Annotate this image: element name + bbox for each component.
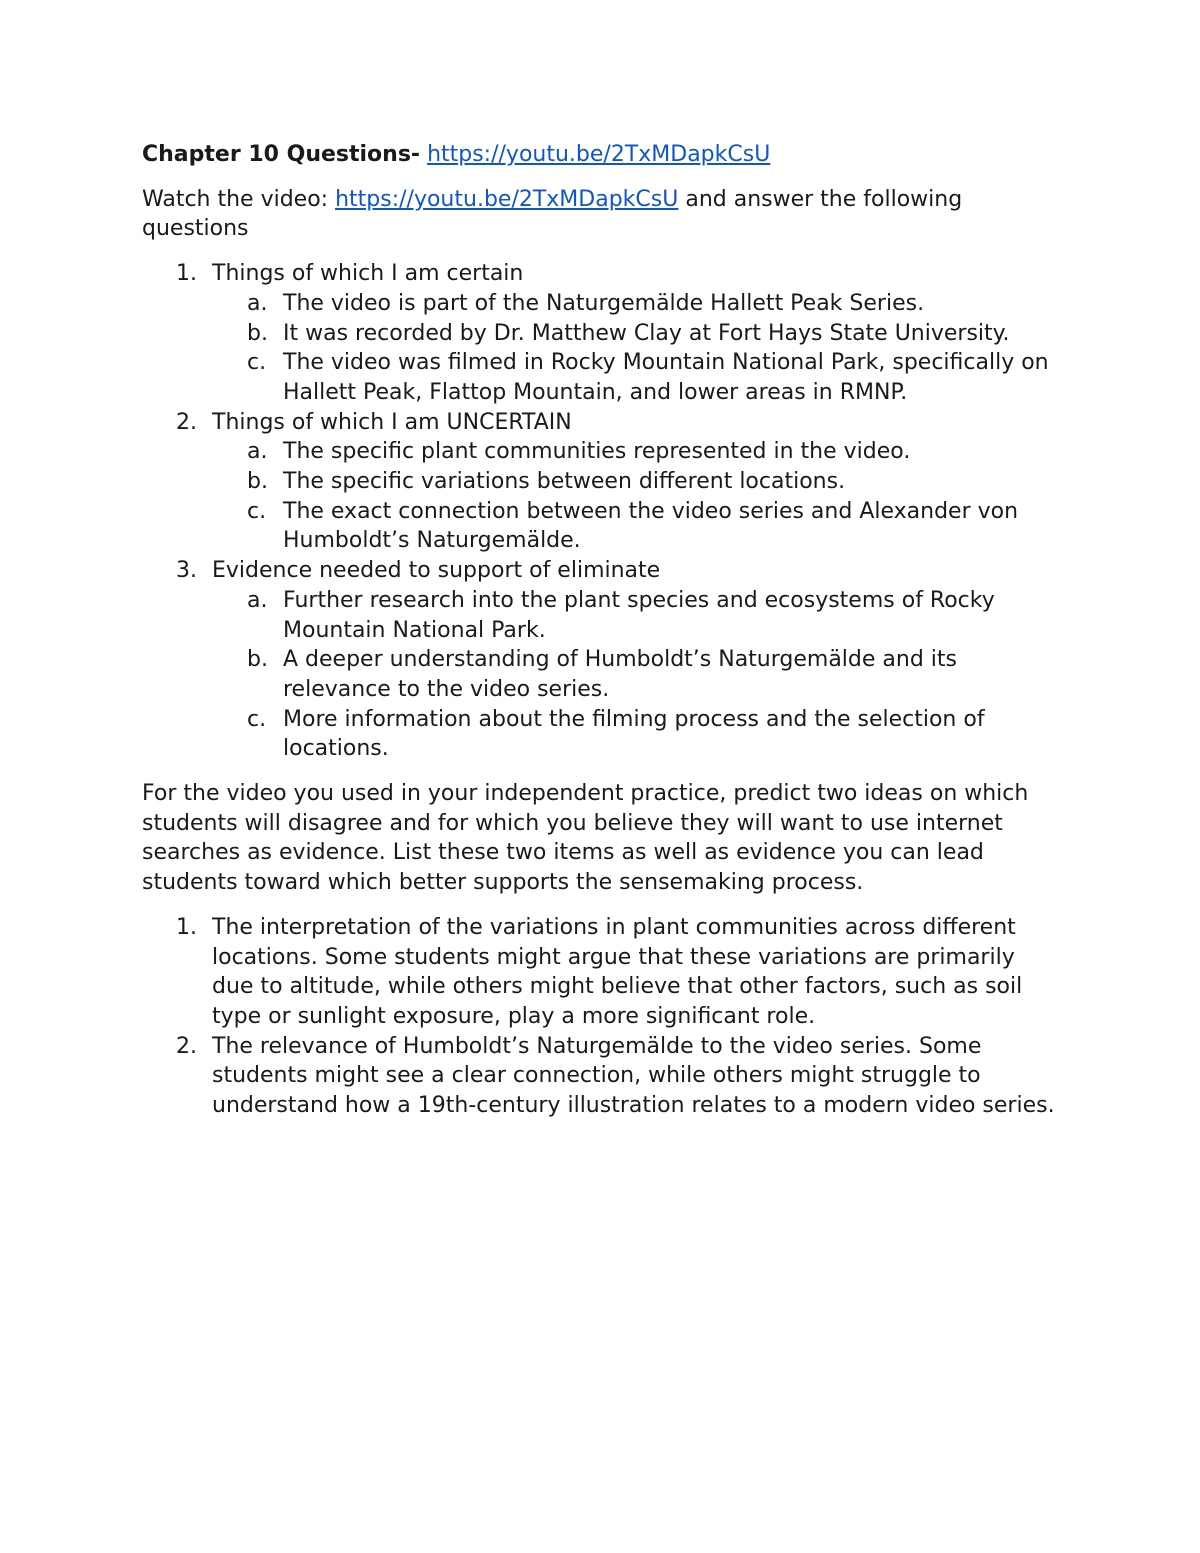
intro-paragraph	[142, 185, 1057, 244]
answer-marker: a.	[247, 290, 268, 316]
answer-item	[247, 497, 1057, 556]
predictions-list	[142, 913, 1057, 1121]
answer-marker: b.	[247, 320, 268, 346]
answer-text: The exact connection between the video series and Alexander von Humboldt’s Naturgemälde.	[283, 498, 1019, 554]
question-text: Evidence needed to support of eliminate	[212, 558, 661, 584]
questions-list	[142, 259, 1057, 764]
intro-prefix: Watch the video:	[142, 186, 336, 212]
answer-text: The video was filmed in Rocky Mountain National Park, specifically on Hallett Peak, Flattop Mountain, and lower areas in RMNP.	[283, 350, 1049, 405]
answer-item	[247, 467, 1057, 497]
answer-item	[247, 437, 1057, 467]
answer-text: Further research into the plant species and ecosystems of Rocky Mountain National Park.	[283, 587, 995, 643]
answer-marker: a.	[247, 587, 268, 613]
prediction-number: 1.	[176, 914, 197, 940]
prediction-text: The interpretation of the variations in plant communities across different locations. Some students might argue that these variations are primarily due to altitude, while others might believe that other factors, such as soil type or sunlight exposure, play a more significant role.	[212, 914, 1023, 1029]
question-text: Things of which I am UNCERTAIN	[212, 409, 572, 435]
answer-text: The video is part of the Naturgemälde Hallett Peak Series.	[283, 290, 925, 316]
question-text: Things of which I am certain	[212, 261, 524, 287]
answer-text: The specific variations between different locations.	[283, 469, 846, 495]
intro-video-link[interactable]: https://youtu.be/2TxMDapkCsU	[335, 186, 679, 212]
answer-marker: c.	[247, 706, 267, 732]
prediction-number: 2.	[176, 1033, 197, 1059]
prompt-paragraph: For the video you used in your independent practice, predict two ideas on which students will disagree and for which you believe they will want to use internet searches as evidence. List these two items as well as evidence you can lead students toward which better supports the sensemaking process.	[142, 781, 1029, 896]
prediction-text: The relevance of Humboldt’s Naturgemälde to the video series. Some students might see a clear connection, while others might struggle to understand how a 19th-century illustration relates to a modern video series.	[212, 1033, 1055, 1119]
answer-marker: a.	[247, 439, 268, 465]
answer-marker: b.	[247, 469, 268, 495]
document-page	[142, 140, 1057, 1121]
answers-list	[212, 437, 1057, 556]
question-number: 3.	[176, 558, 197, 584]
answer-marker: b.	[247, 647, 268, 673]
question-item	[176, 556, 1057, 764]
title-video-link[interactable]: https://youtu.be/2TxMDapkCsU	[427, 142, 771, 167]
prediction-item	[176, 913, 1057, 1032]
title-text: Chapter 10 Questions-	[142, 142, 421, 167]
question-item	[176, 408, 1057, 557]
answers-list	[212, 586, 1057, 764]
answer-text: A deeper understanding of Humboldt’s Naturgemälde and its relevance to the video series.	[283, 647, 957, 702]
question-number: 2.	[176, 409, 197, 435]
answer-item	[247, 586, 1057, 645]
answer-marker: c.	[247, 350, 267, 376]
intro-suffix: and answer the following questions	[142, 186, 963, 242]
question-item	[176, 259, 1057, 408]
answer-item	[247, 319, 1057, 349]
prediction-item	[176, 1032, 1057, 1121]
document-title	[142, 140, 1057, 170]
answer-text: It was recorded by Dr. Matthew Clay at Fort Hays State University.	[283, 320, 1010, 346]
answer-text: The specific plant communities represented in the video.	[283, 439, 911, 465]
question-number: 1.	[176, 261, 197, 287]
answer-item	[247, 289, 1057, 319]
answer-marker: c.	[247, 498, 267, 524]
answer-item	[247, 348, 1057, 407]
answer-item	[247, 705, 1057, 764]
answers-list	[212, 289, 1057, 408]
answer-text: More information about the filming process and the selection of locations.	[283, 706, 985, 762]
answer-item	[247, 645, 1057, 704]
